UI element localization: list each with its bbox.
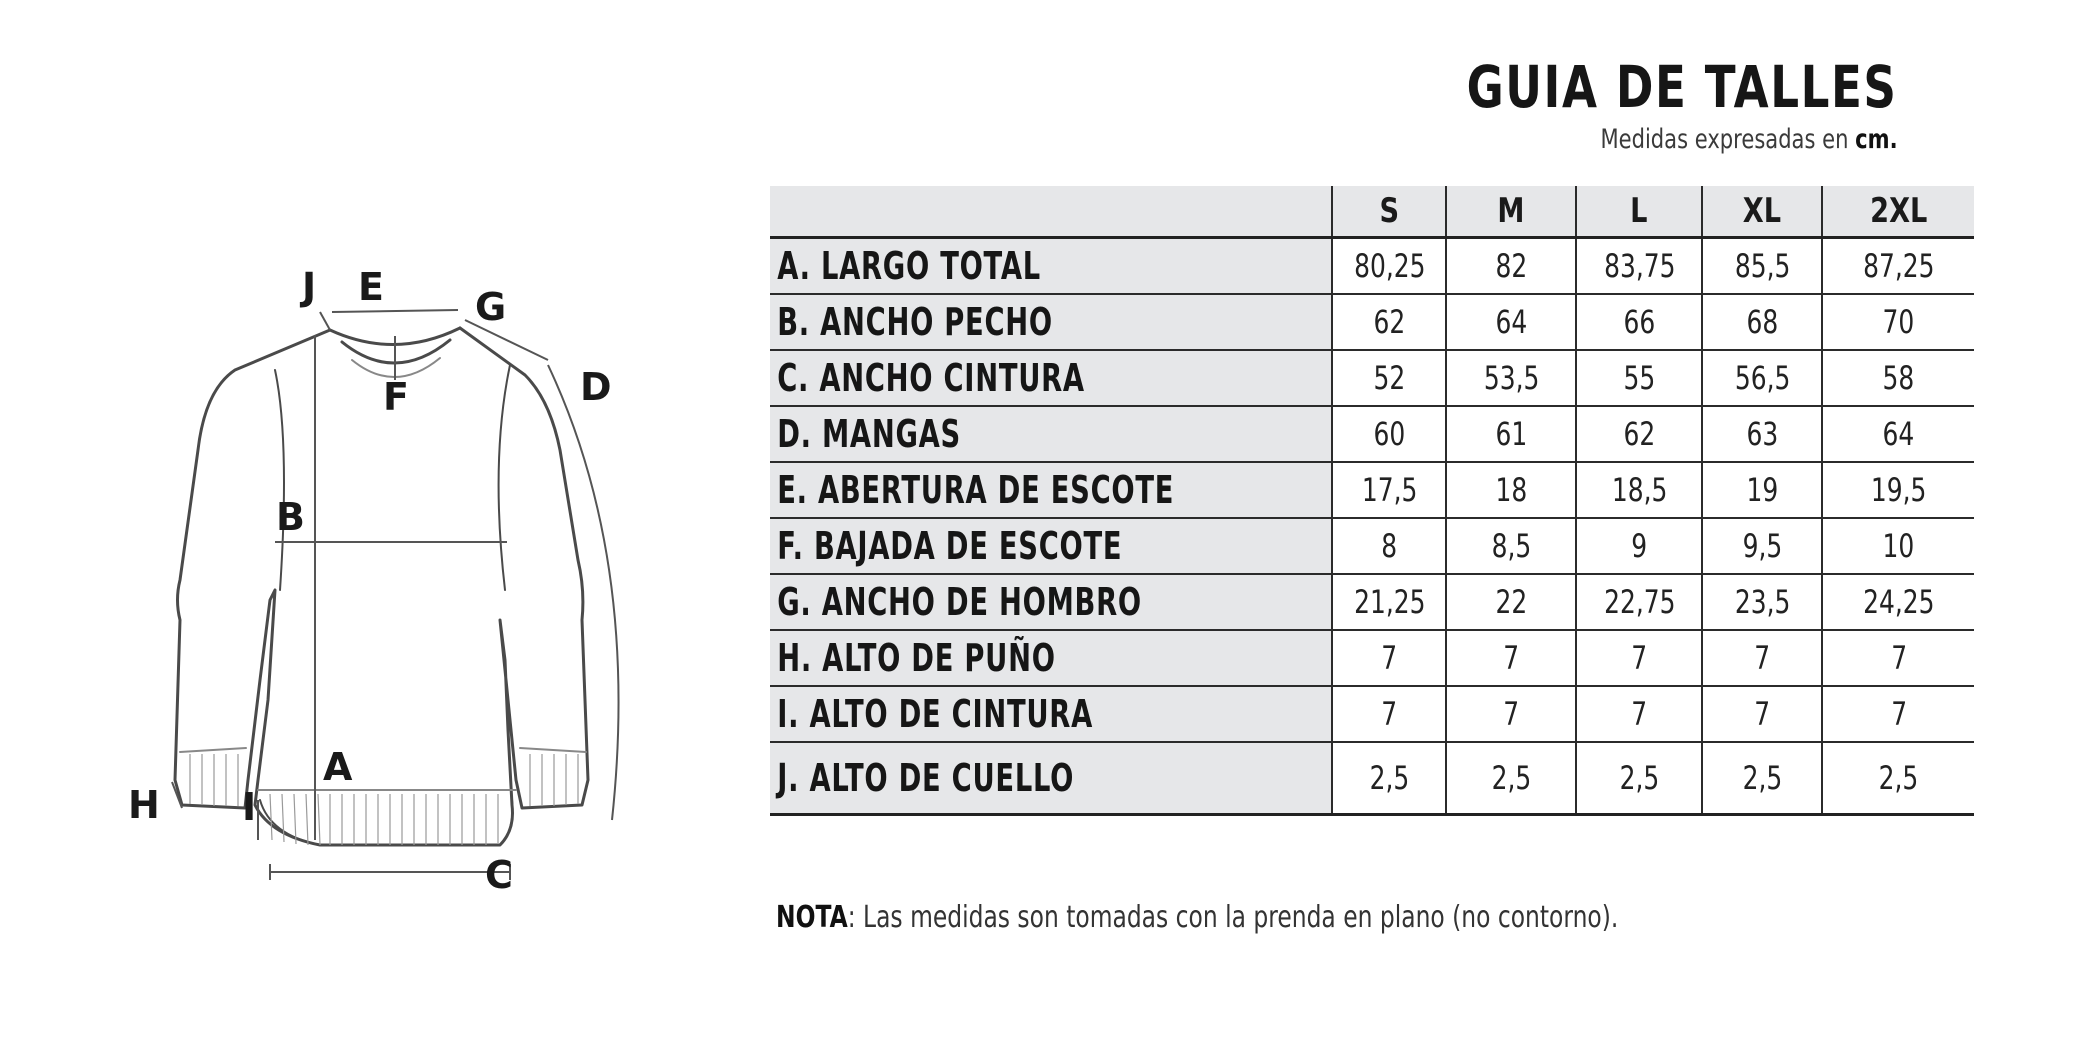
table-cell: [1576, 574, 1702, 630]
table-cell: [1332, 238, 1446, 295]
measure-j: [320, 312, 330, 330]
column-header-label: L: [1630, 191, 1648, 231]
sweater-diagram: [120, 260, 680, 900]
table-cell: [1822, 350, 1974, 406]
cell-value: 19,5: [1871, 471, 1927, 509]
cell-value: 85,5: [1734, 247, 1791, 285]
column-header-label: 2XL: [1870, 191, 1928, 231]
table-cell: [1446, 742, 1576, 815]
table-cell: [1702, 294, 1822, 350]
table-cell: [1332, 742, 1446, 815]
cell-value: 22: [1495, 583, 1528, 621]
table-cell: [1332, 630, 1446, 686]
table-row: [770, 462, 1974, 518]
table-cell: [1446, 574, 1576, 630]
cell-value: 55: [1623, 359, 1656, 397]
row-label-cell: [770, 350, 1332, 406]
table-cell: [1446, 406, 1576, 462]
table-row: [770, 238, 1974, 295]
cell-value: 82: [1495, 247, 1528, 285]
row-label: J. ALTO DE CUELLO: [777, 756, 1075, 800]
sweater-body-outline: [175, 328, 588, 845]
table-row: [770, 630, 1974, 686]
cell-value: 2,5: [1369, 759, 1410, 797]
row-label-cell: [770, 630, 1332, 686]
column-header: [1576, 186, 1702, 238]
cell-value: 23,5: [1734, 583, 1791, 621]
label-e: E: [358, 265, 384, 309]
row-label-cell: [770, 742, 1332, 815]
row-label: A. LARGO TOTAL: [777, 244, 1041, 288]
row-label-cell: [770, 238, 1332, 295]
label-b: B: [276, 495, 305, 539]
label-i: I: [242, 785, 257, 829]
table-cell: [1822, 742, 1974, 815]
cell-value: 56,5: [1734, 359, 1791, 397]
cell-value: 2,5: [1491, 759, 1532, 797]
row-label: H. ALTO DE PUÑO: [777, 636, 1056, 680]
table-cell: [1702, 406, 1822, 462]
column-header-label: XL: [1743, 191, 1782, 231]
cell-value: 7: [1890, 695, 1907, 733]
cell-value: 18,5: [1611, 471, 1668, 509]
row-label-cell: [770, 518, 1332, 574]
cell-value: 9,5: [1742, 527, 1783, 565]
row-label: G. ANCHO DE HOMBRO: [777, 580, 1142, 624]
table-row: [770, 742, 1974, 815]
table-row: [770, 686, 1974, 742]
table-cell: [1702, 686, 1822, 742]
measure-c: [270, 864, 510, 880]
cell-value: 7: [1381, 639, 1398, 677]
row-label-cell: [770, 686, 1332, 742]
table-cell: [1822, 294, 1974, 350]
cell-value: 53,5: [1483, 359, 1540, 397]
table-cell: [1332, 518, 1446, 574]
row-label: C. ANCHO CINTURA: [777, 356, 1085, 400]
table-row: [770, 294, 1974, 350]
table-cell: [1576, 686, 1702, 742]
cell-value: 7: [1503, 639, 1520, 677]
table-cell: [1446, 294, 1576, 350]
table-cell: [1576, 294, 1702, 350]
label-g: G: [475, 285, 507, 329]
cell-value: 18: [1495, 471, 1528, 509]
table-row: [770, 406, 1974, 462]
row-label-cell: [770, 462, 1332, 518]
cell-value: 2,5: [1742, 759, 1783, 797]
label-d: D: [580, 365, 612, 409]
cell-value: 58: [1882, 359, 1915, 397]
table-cell: [1822, 574, 1974, 630]
cell-value: 17,5: [1361, 471, 1418, 509]
page-subtitle: [1467, 124, 1898, 155]
cell-value: 62: [1373, 303, 1406, 341]
cell-value: 62: [1623, 415, 1656, 453]
cell-value: 24,25: [1863, 583, 1935, 621]
table-cell: [1332, 686, 1446, 742]
column-header-label: M: [1497, 191, 1525, 231]
table-header-row: [770, 186, 1974, 238]
note-prefix: NOTA: [776, 900, 848, 935]
cell-value: 7: [1381, 695, 1398, 733]
table-cell: [1446, 518, 1576, 574]
table-cell: [1576, 350, 1702, 406]
row-label: I. ALTO DE CINTURA: [777, 692, 1093, 736]
table-cell: [1332, 462, 1446, 518]
column-header: [1446, 186, 1576, 238]
corner-cell: [770, 186, 1332, 238]
label-c: C: [485, 853, 513, 897]
row-label: D. MANGAS: [777, 412, 961, 456]
table-cell: [1446, 686, 1576, 742]
row-label-cell: [770, 406, 1332, 462]
cell-value: 70: [1882, 303, 1915, 341]
column-header-label: S: [1379, 191, 1400, 231]
cell-value: 64: [1495, 303, 1528, 341]
table-cell: [1446, 350, 1576, 406]
table-cell: [1576, 630, 1702, 686]
row-label: B. ANCHO PECHO: [777, 300, 1053, 344]
cell-value: 22,75: [1603, 583, 1676, 621]
cell-value: 19: [1746, 471, 1779, 509]
cell-value: 87,25: [1863, 247, 1935, 285]
cell-value: 83,75: [1603, 247, 1676, 285]
table-cell: [1702, 462, 1822, 518]
table-cell: [1822, 462, 1974, 518]
cell-value: 10: [1882, 527, 1915, 565]
column-header: [1702, 186, 1822, 238]
page-title: GUIA DE TALLES: [1466, 53, 1898, 121]
table-row: [770, 518, 1974, 574]
table-cell: [1702, 238, 1822, 295]
table-cell: [1702, 742, 1822, 815]
label-a: A: [323, 745, 353, 789]
cell-value: 8: [1381, 527, 1398, 565]
cell-value: 8,5: [1491, 527, 1532, 565]
subtitle-text: Medidas expresadas en: [1600, 124, 1856, 155]
table-cell: [1446, 630, 1576, 686]
cell-value: 61: [1495, 415, 1528, 453]
cell-value: 52: [1373, 359, 1406, 397]
cell-value: 7: [1503, 695, 1520, 733]
table-cell: [1576, 406, 1702, 462]
column-header: [1822, 186, 1974, 238]
row-label-cell: [770, 574, 1332, 630]
cell-value: 68: [1746, 303, 1779, 341]
table-cell: [1576, 238, 1702, 295]
table-cell: [1822, 630, 1974, 686]
table-cell: [1702, 518, 1822, 574]
table-cell: [1446, 238, 1576, 295]
cell-value: 7: [1754, 695, 1771, 733]
table-cell: [1822, 518, 1974, 574]
table-cell: [1702, 350, 1822, 406]
table-cell: [1702, 574, 1822, 630]
cell-value: 7: [1631, 639, 1648, 677]
measure-e: [332, 310, 458, 312]
table-cell: [1576, 462, 1702, 518]
table-cell: [1822, 406, 1974, 462]
cell-value: 2,5: [1619, 759, 1660, 797]
cell-value: 9: [1631, 527, 1648, 565]
label-j: J: [302, 265, 317, 309]
note-text: : Las medidas son tomadas con la prenda en plano (no contorno).: [847, 900, 1619, 935]
table-cell: [1446, 462, 1576, 518]
cell-value: 7: [1754, 639, 1771, 677]
label-h: H: [128, 783, 160, 827]
size-table: [770, 186, 1974, 816]
table-cell: [1332, 406, 1446, 462]
table-cell: [1332, 350, 1446, 406]
label-f: F: [383, 375, 409, 419]
row-label-cell: [770, 294, 1332, 350]
table-cell: [1822, 238, 1974, 295]
table-cell: [1702, 630, 1822, 686]
cell-value: 66: [1623, 303, 1656, 341]
column-header: [1332, 186, 1446, 238]
table-cell: [1576, 518, 1702, 574]
table-cell: [1576, 742, 1702, 815]
table-cell: [1332, 574, 1446, 630]
table-cell: [1822, 686, 1974, 742]
cell-value: 7: [1890, 639, 1907, 677]
note: [776, 900, 1618, 935]
cell-value: 7: [1631, 695, 1648, 733]
row-label: E. ABERTURA DE ESCOTE: [777, 468, 1175, 512]
cell-value: 21,25: [1353, 583, 1426, 621]
subtitle-unit: cm.: [1855, 124, 1898, 155]
cell-value: 2,5: [1878, 759, 1919, 797]
cell-value: 60: [1373, 415, 1406, 453]
table-row: [770, 574, 1974, 630]
cell-value: 64: [1882, 415, 1915, 453]
row-label: F. BAJADA DE ESCOTE: [777, 524, 1123, 568]
header: [1345, 53, 1898, 155]
table-cell: [1332, 294, 1446, 350]
cell-value: 63: [1746, 415, 1779, 453]
cell-value: 80,25: [1353, 247, 1426, 285]
table-row: [770, 350, 1974, 406]
